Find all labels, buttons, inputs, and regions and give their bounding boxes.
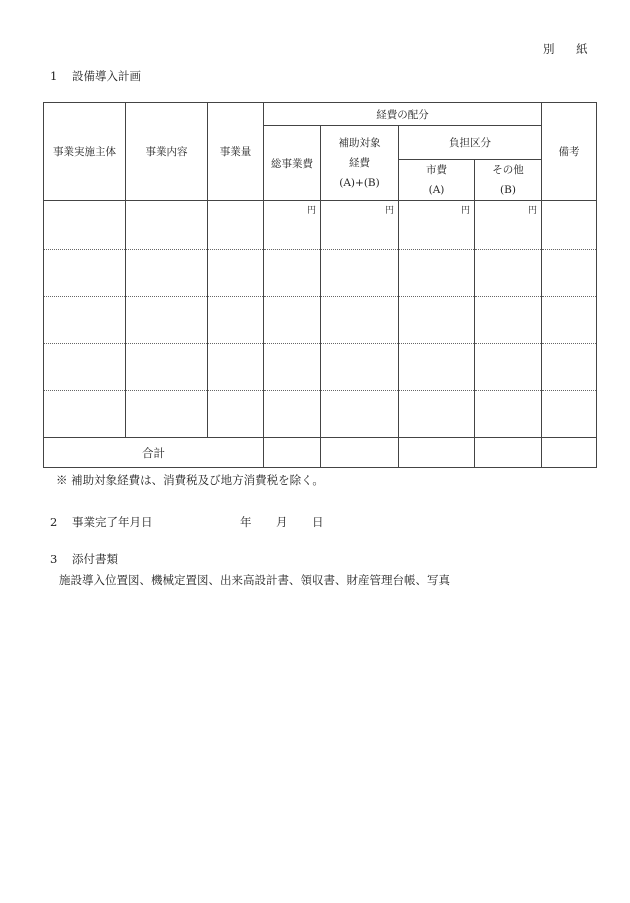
table-row — [44, 250, 597, 297]
cell-entity[interactable] — [44, 391, 126, 438]
header-city-line1: 市費 — [426, 164, 447, 176]
table-row — [44, 297, 597, 344]
attachments-list: 施設導入位置図、機械定置図、出来高設計書、領収書、財産管理台帳、写真 — [59, 573, 450, 587]
header-subsidy-line3: (A)+(B) — [339, 177, 380, 189]
header-subsidy-line1: 補助対象 — [338, 137, 381, 149]
total-cell-remarks[interactable] — [542, 438, 597, 468]
cell-entity[interactable] — [44, 250, 126, 297]
header-city — [399, 160, 475, 201]
cell-remarks[interactable] — [542, 250, 597, 297]
annex-label: 別 紙 — [543, 42, 597, 56]
cell-remarks[interactable] — [542, 344, 597, 391]
cell-total-cost[interactable] — [264, 201, 321, 250]
cell-entity[interactable] — [44, 297, 126, 344]
cell-city[interactable] — [399, 201, 475, 250]
unit-yen: 円 — [384, 206, 394, 216]
section3-number: 3 — [50, 552, 58, 566]
cell-city[interactable] — [399, 250, 475, 297]
cell-total-cost[interactable] — [264, 391, 321, 438]
header-total-cost: 総事業費 — [264, 126, 321, 201]
cell-city[interactable] — [399, 344, 475, 391]
total-cell-subsidy-cost[interactable] — [321, 438, 399, 468]
total-cell-city[interactable] — [399, 438, 475, 468]
cell-total-cost[interactable] — [264, 297, 321, 344]
table-row — [44, 344, 597, 391]
unit-yen: 円 — [306, 206, 316, 216]
cell-content[interactable] — [126, 297, 208, 344]
cell-content[interactable] — [126, 344, 208, 391]
cell-city[interactable] — [399, 297, 475, 344]
cell-other[interactable] — [475, 391, 542, 438]
section2-number: 2 — [50, 515, 58, 529]
cell-quantity[interactable] — [208, 250, 264, 297]
total-cell-total-cost[interactable] — [264, 438, 321, 468]
header-content: 事業内容 — [126, 103, 208, 201]
cell-total-cost[interactable] — [264, 344, 321, 391]
header-burden: 負担区分 — [399, 126, 542, 160]
cell-city[interactable] — [399, 391, 475, 438]
unit-yen: 円 — [460, 206, 470, 216]
header-other — [475, 160, 542, 201]
section3-title: 添付書類 — [72, 552, 118, 566]
total-row — [44, 438, 597, 468]
unit-yen: 円 — [527, 206, 537, 216]
table-row — [44, 391, 597, 438]
cell-other[interactable] — [475, 297, 542, 344]
header-city-line2: (A) — [428, 184, 445, 196]
cell-quantity[interactable] — [208, 201, 264, 250]
cell-total-cost[interactable] — [264, 250, 321, 297]
cell-remarks[interactable] — [542, 201, 597, 250]
header-subsidy-cost — [321, 126, 399, 201]
cell-remarks[interactable] — [542, 391, 597, 438]
header-other-line1: その他 — [492, 164, 524, 176]
cell-quantity[interactable] — [208, 344, 264, 391]
header-remarks: 備考 — [542, 103, 597, 201]
section1-title: 設備導入計画 — [72, 69, 141, 83]
header-quantity: 事業量 — [208, 103, 264, 201]
table-row — [44, 201, 597, 250]
cell-other[interactable] — [475, 201, 542, 250]
header-other-line2: (B) — [500, 184, 516, 196]
completion-month-label: 月 — [276, 515, 288, 529]
cell-content[interactable] — [126, 250, 208, 297]
cell-quantity[interactable] — [208, 391, 264, 438]
cell-content[interactable] — [126, 391, 208, 438]
section1-heading — [50, 68, 141, 84]
cell-subsidy-cost[interactable] — [321, 344, 399, 391]
section2-title: 事業完了年月日 — [72, 515, 153, 529]
cell-subsidy-cost[interactable] — [321, 391, 399, 438]
cell-remarks[interactable] — [542, 297, 597, 344]
cell-subsidy-cost[interactable] — [321, 201, 399, 250]
cell-subsidy-cost[interactable] — [321, 297, 399, 344]
section3-heading — [50, 551, 118, 567]
cell-content[interactable] — [126, 201, 208, 250]
cell-entity[interactable] — [44, 344, 126, 391]
completion-day-label: 日 — [312, 515, 324, 529]
header-subsidy-line2: 経費 — [349, 157, 370, 169]
section2-heading — [50, 514, 324, 530]
tax-note: ※ 補助対象経費は、消費税及び地方消費税を除く。 — [56, 473, 324, 487]
cell-subsidy-cost[interactable] — [321, 250, 399, 297]
equipment-plan-table — [43, 102, 597, 468]
cell-other[interactable] — [475, 250, 542, 297]
total-label: 合計 — [44, 438, 264, 468]
cell-other[interactable] — [475, 344, 542, 391]
header-entity: 事業実施主体 — [44, 103, 126, 201]
section1-number: 1 — [50, 69, 58, 83]
header-allocation: 経費の配分 — [264, 103, 542, 126]
total-cell-other[interactable] — [475, 438, 542, 468]
cell-entity[interactable] — [44, 201, 126, 250]
completion-year-label: 年 — [240, 515, 252, 529]
cell-quantity[interactable] — [208, 297, 264, 344]
